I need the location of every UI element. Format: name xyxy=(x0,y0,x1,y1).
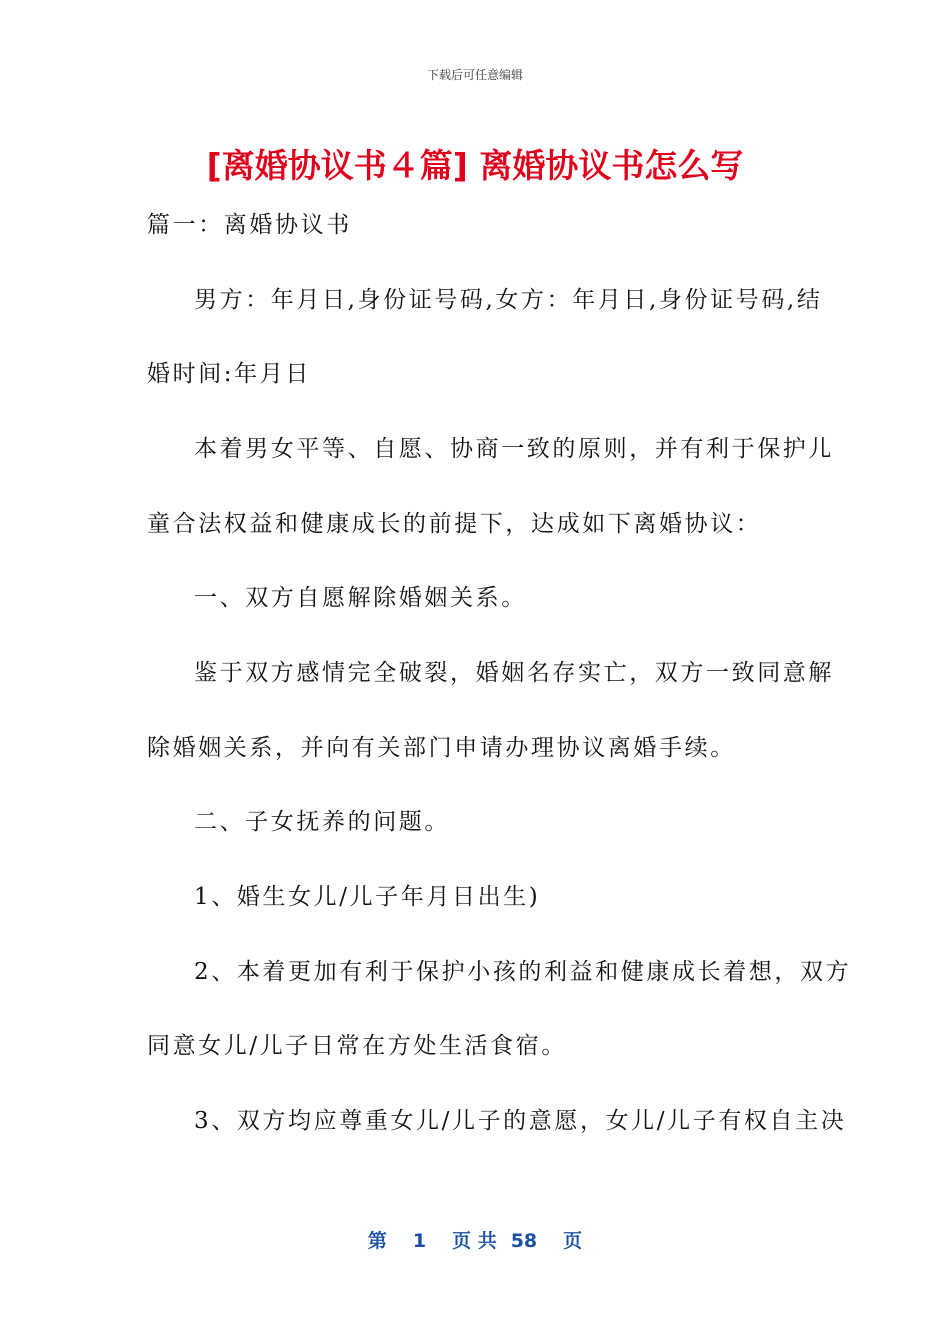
footer-middle: 页 共 xyxy=(452,1230,497,1252)
paragraph-line: 一、双方自愿解除婚姻关系。 xyxy=(194,585,527,611)
paragraph-line: 童合法权益和健康成长的前提下，达成如下离婚协议： xyxy=(147,511,762,537)
page-footer xyxy=(0,1226,950,1253)
paragraph-line: 1、婚生女儿/儿子年月日出生) xyxy=(194,884,541,910)
paragraph-line: 2、本着更加有利于保护小孩的利益和健康成长着想，双方 xyxy=(194,959,852,985)
footer-prefix: 第 xyxy=(367,1230,387,1252)
footer-current-page: 1 xyxy=(412,1230,427,1252)
paragraph-line: 男方：年月日,身份证号码,女方：年月日,身份证号码,结 xyxy=(194,287,823,313)
paragraph-line: 同意女儿/儿子日常在方处生活食宿。 xyxy=(147,1033,567,1059)
section-heading: 篇一：离婚协议书 xyxy=(147,212,352,238)
document-title: [离婚协议书４篇] 离婚协议书怎么写 xyxy=(206,146,744,185)
paragraph-line: 二、子女抚养的问题。 xyxy=(194,809,450,835)
paragraph-line: 婚时间:年月日 xyxy=(147,361,311,387)
paragraph-line: 鉴于双方感情完全破裂，婚姻名存实亡，双方一致同意解 xyxy=(194,660,834,686)
footer-suffix: 页 xyxy=(563,1230,583,1252)
paragraph-line: 3、双方均应尊重女儿/儿子的意愿，女儿/儿子有权自主决 xyxy=(194,1108,847,1134)
paragraph-line: 本着男女平等、自愿、协商一致的原则，并有利于保护儿 xyxy=(194,436,834,462)
paragraph-line: 除婚姻关系，并向有关部门申请办理协议离婚手续。 xyxy=(147,735,736,761)
header-note: 下载后可任意编辑 xyxy=(426,68,523,82)
footer-total-pages: 58 xyxy=(510,1230,538,1252)
